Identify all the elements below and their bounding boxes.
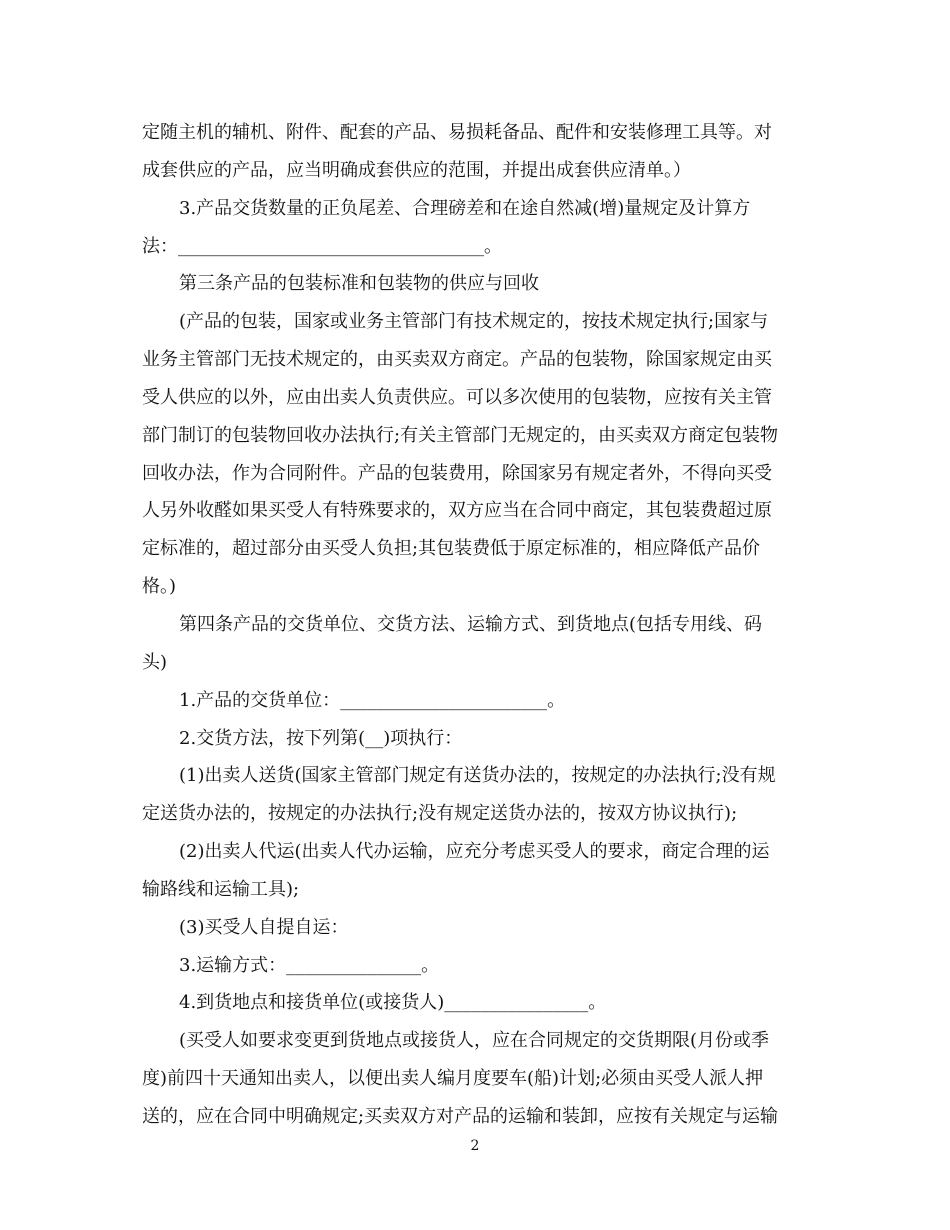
text-line: 部门制订的包装物回收办法执行;有关主管部门无规定的，由买卖双方商定包装物	[142, 424, 779, 446]
section-heading: 第四条产品的交货单位、交货方法、运输方式、到货地点(包括专用线、码	[179, 613, 763, 635]
text-line: (产品的包装，国家或业务主管部门有技术规定的，按技术规定执行;国家与	[179, 311, 769, 333]
text-line: 3.运输方式：_______________。	[179, 954, 440, 976]
text-line: 输路线和运输工具);	[142, 878, 300, 900]
section-heading: 第三条产品的包装标准和包装物的供应与回收	[179, 273, 539, 295]
text-line: 度)前四十天通知出卖人，以便出卖人编月度要车(船)计划;必须由买受人派人押	[142, 1068, 764, 1090]
text-line: 3.产品交货数量的正负尾差、合理磅差和在途自然减(增)量规定及计算方	[179, 197, 751, 219]
text-line: 1.产品的交货单位：_______________________。	[179, 689, 566, 711]
text-line: 送的，应在合同中明确规定;买卖双方对产品的运输和装卸，应按有关规定与运输	[142, 1105, 779, 1127]
text-line: 格。)	[142, 576, 177, 598]
text-line: 2.交货方法，按下列第(__)项执行：	[179, 727, 463, 749]
text-line: 定随主机的辅机、附件、配套的产品、易损耗备品、配件和安装修理工具等。对	[142, 122, 772, 143]
text-line: 法：__________________________________。	[142, 235, 502, 257]
text-line: (2)出卖人代运(出卖人代办运输，应充分考虑买受人的要求，商定合理的运	[179, 841, 770, 863]
text-line: (3)买受人自提自运：	[179, 916, 349, 938]
text-line: 定送货办法的，按规定的办法执行;没有规定送货办法的，按双方协议执行);	[142, 803, 738, 825]
text-line: 受人供应的以外，应由出卖人负责供应。可以多次使用的包装物，应按有关主管	[142, 386, 772, 408]
text-line: (1)出卖人送货(国家主管部门规定有送货办法的，按规定的办法执行;没有规	[179, 765, 776, 787]
text-line: 业务主管部门无技术规定的，由买卖双方商定。产品的包装物，除国家规定由买	[142, 349, 772, 371]
text-line: 4.到货地点和接货单位(或接货人)________________。	[179, 992, 607, 1014]
text-line: (买受人如要求变更到货地点或接货人，应在合同规定的交货期限(月份或季	[179, 1030, 770, 1052]
text-line: 头)	[142, 651, 168, 673]
text-line: 定标准的，超过部分由买受人负担;其包装费低于原定标准的，相应降低产品价	[142, 538, 761, 560]
text-line: 人另外收醛如果买受人有特殊要求的，双方应当在合同中商定，其包装费超过原	[142, 500, 772, 522]
text-line: 回收办法，作为合同附件。产品的包装费用，除国家另有规定者外，不得向买受	[142, 462, 772, 484]
page-number: 2	[470, 1138, 480, 1154]
text-line: 成套供应的产品，应当明确成套供应的范围，并提出成套供应清单。）	[142, 159, 691, 181]
document-body	[142, 114, 812, 1136]
